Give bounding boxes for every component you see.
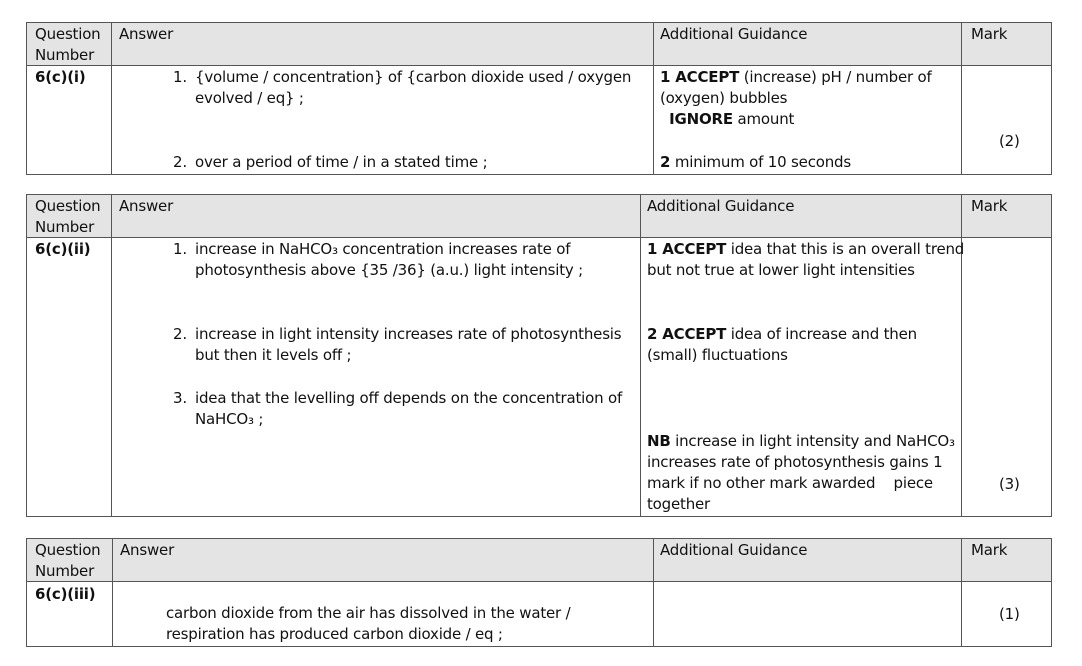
question-number: 6(c)(ii) (35, 240, 91, 258)
guidance-1: 1 ACCEPT idea that this is an overall trend but not true at lower light intensities (647, 240, 965, 279)
header-answer: Answer (120, 541, 175, 559)
table-header-row (27, 195, 1051, 238)
answer-item-2: 2. increase in light intensity increases rate of photosynthesis but then it levels off ; (173, 325, 622, 364)
header-question-number: Question Number (35, 25, 101, 64)
header-answer: Answer (119, 197, 174, 215)
mark-value: (3) (999, 475, 1020, 493)
mark-scheme-table-6ci (26, 22, 1052, 175)
mark-value: (1) (999, 605, 1020, 623)
question-number: 6(c)(iii) (35, 585, 96, 603)
table-header-row (27, 539, 1051, 582)
header-additional-guidance: Additional Guidance (660, 541, 808, 559)
mark-value: (2) (999, 132, 1020, 150)
answer-item-1: 1. {volume / concentration} of {carbon dioxide used / oxygen evolved / eq} ; (173, 68, 632, 107)
guidance-2: 2 minimum of 10 seconds (660, 153, 851, 171)
mark-scheme-table-6cii (26, 194, 1052, 517)
guidance-nb: NB increase in light intensity and NaHCO₃ increases rate of photosynthesis gains 1 mark if no other mark awarded piece together (647, 432, 955, 513)
answer-item-3: 3. idea that the levelling off depends on the concentration of NaHCO₃ ; (173, 389, 623, 428)
guidance-1: 1 ACCEPT (increase) pH / number of (oxygen) bubbles IGNORE amount (660, 68, 932, 128)
table-header-row (27, 23, 1051, 66)
header-question-number: Question Number (35, 541, 101, 580)
header-mark: Mark (971, 25, 1008, 43)
mark-scheme-table-6ciii (26, 538, 1052, 647)
header-additional-guidance: Additional Guidance (660, 25, 808, 43)
question-number: 6(c)(i) (35, 68, 86, 86)
header-mark: Mark (971, 197, 1008, 215)
header-answer: Answer (119, 25, 174, 43)
guidance-2: 2 ACCEPT idea of increase and then (small) fluctuations (647, 325, 917, 364)
header-mark: Mark (971, 541, 1008, 559)
header-additional-guidance: Additional Guidance (647, 197, 795, 215)
answer-item-2: 2. over a period of time / in a stated time ; (173, 153, 488, 171)
answer-item-1: 1. increase in NaHCO₃ concentration increases rate of photosynthesis above {35 /36} (a.u.) light intensity ; (173, 240, 584, 279)
answer-text: carbon dioxide from the air has dissolved in the water / respiration has produced carbon dioxide / eq ; (166, 604, 571, 643)
header-question-number: Question Number (35, 197, 101, 236)
